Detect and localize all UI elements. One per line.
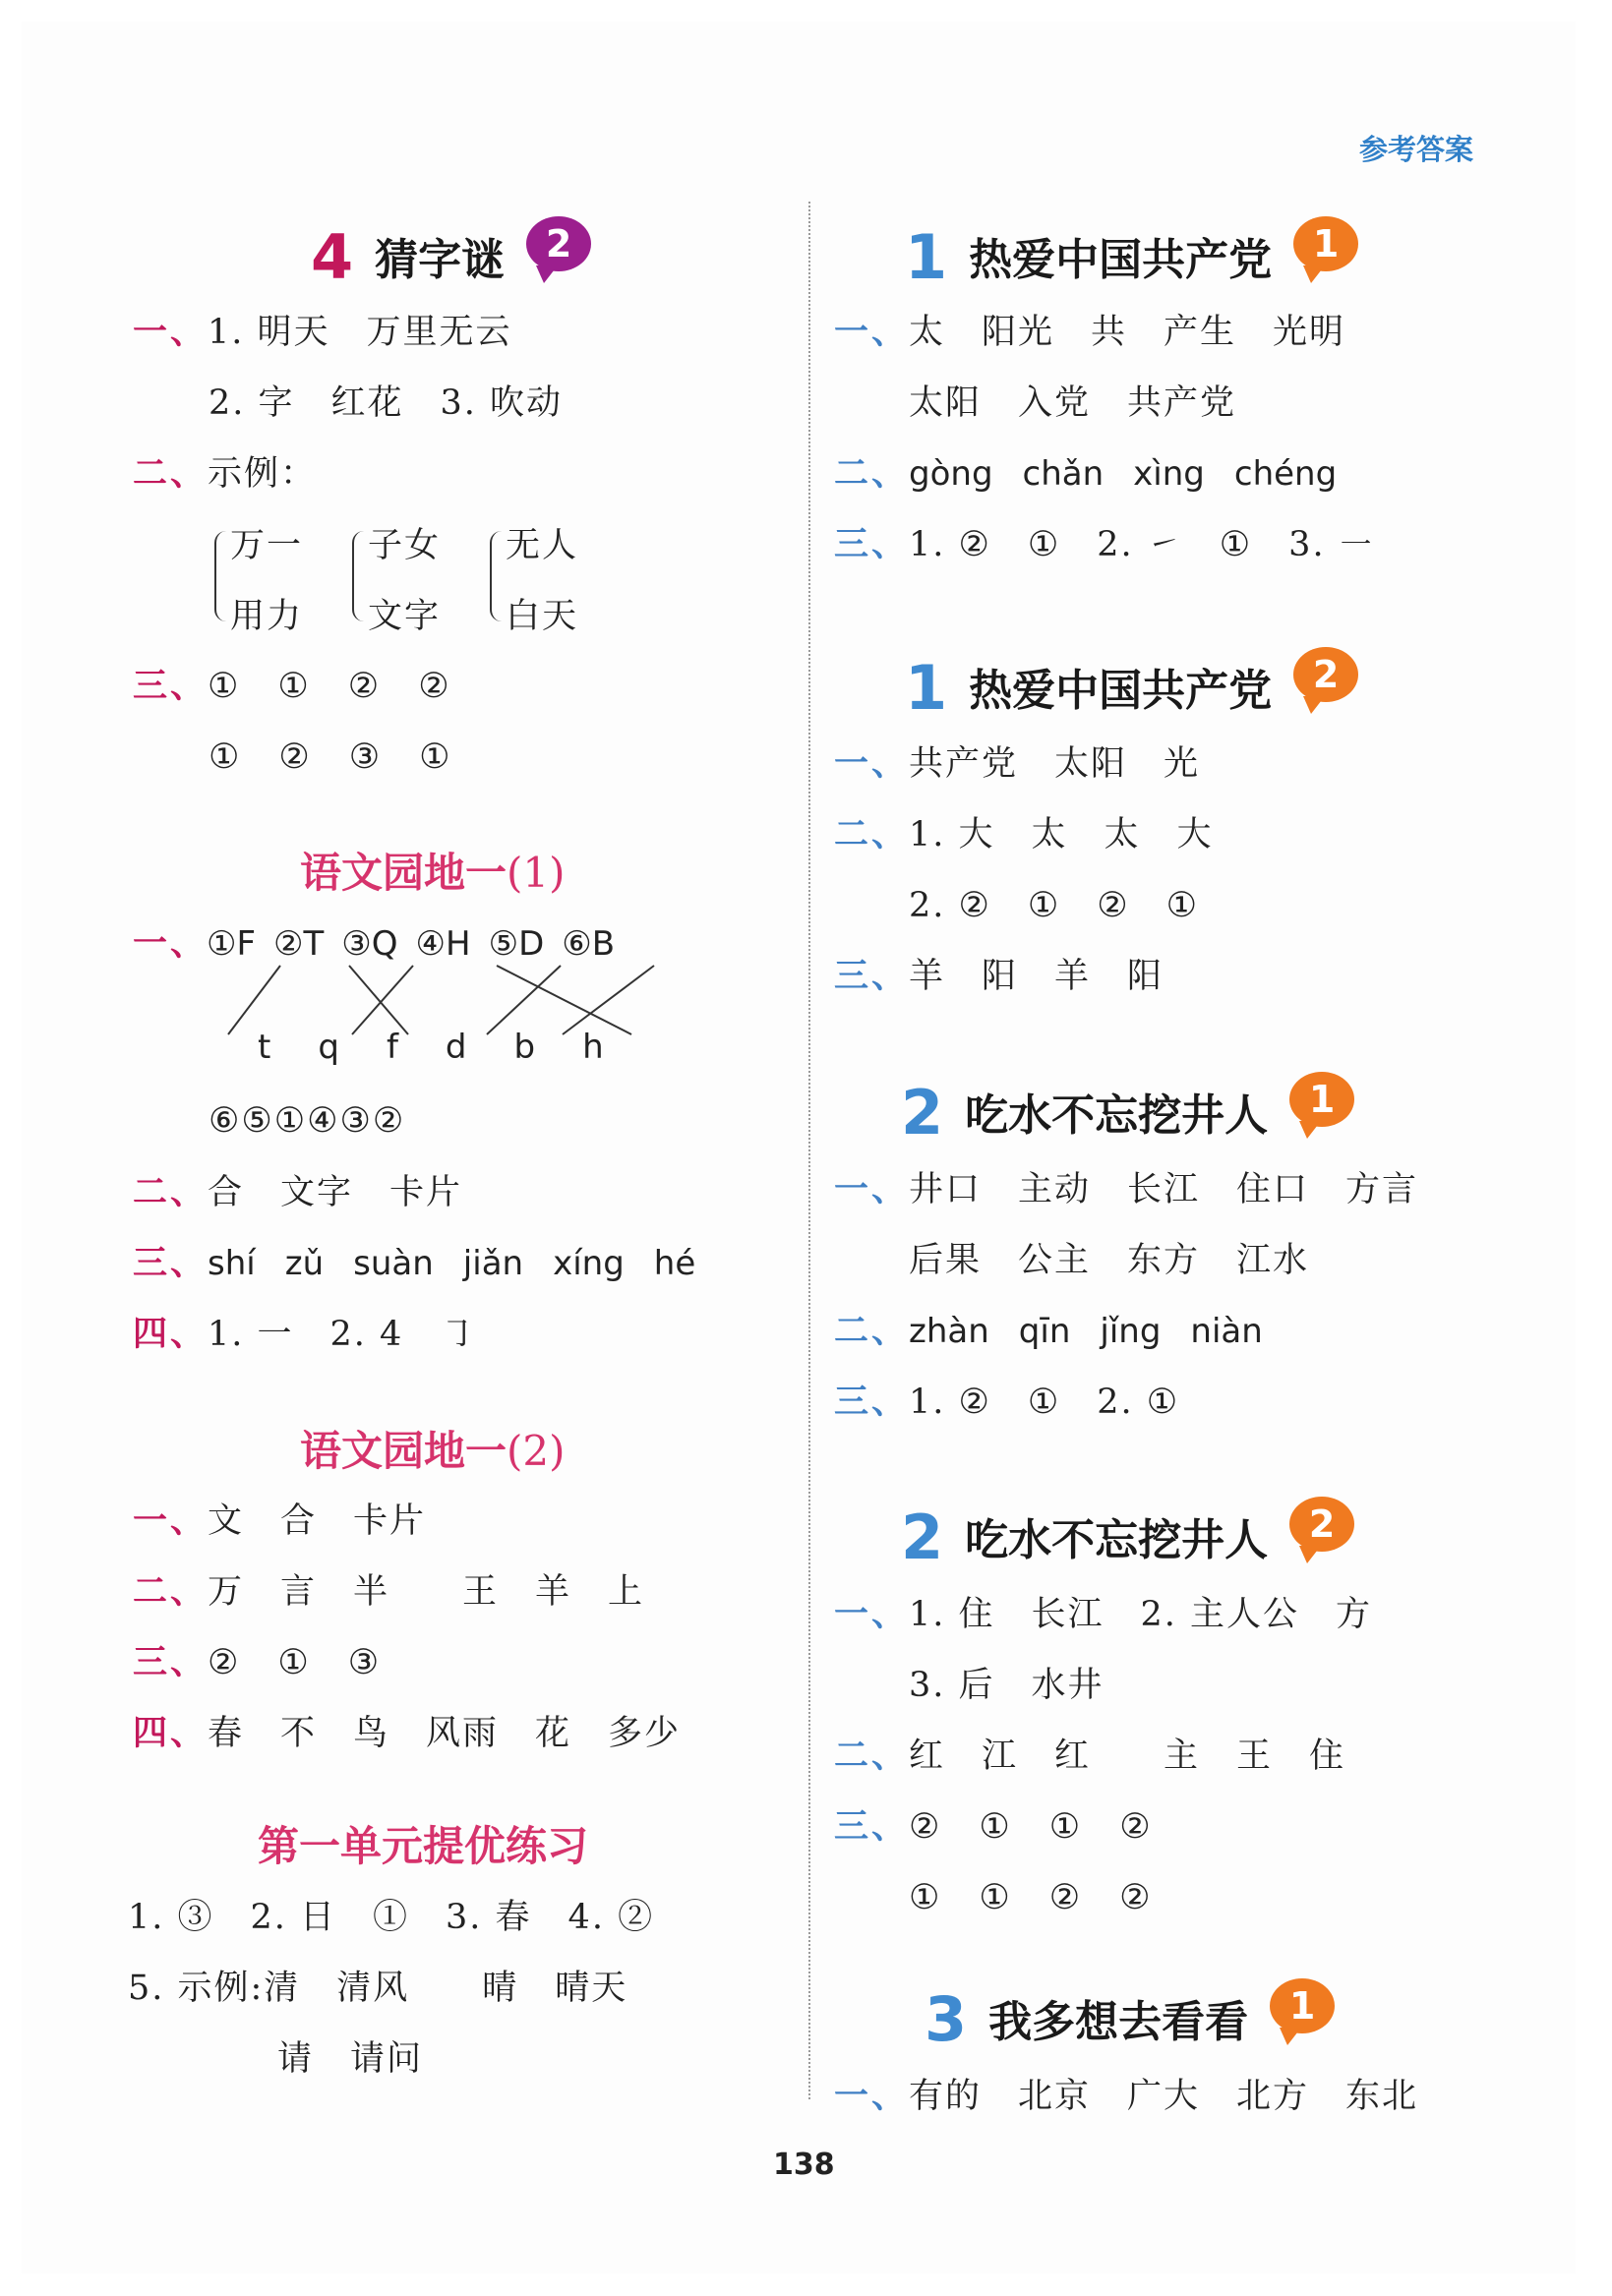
- pinyin: chǎn: [1022, 454, 1105, 494]
- section-label: 三、: [834, 1382, 910, 1422]
- section-label: 一、: [834, 2076, 910, 2116]
- b1-row3: [834, 1312, 1263, 1351]
- lesson-title-text: 我多想去看看: [988, 1997, 1249, 2047]
- answer-text: 春 不 鸟 风雨 花 多少: [208, 1714, 682, 1753]
- a1-row3: [834, 454, 1337, 494]
- page-number: 138: [773, 2148, 835, 2182]
- unit-row1: 1. ③ 2. ⽇ ① 3. 春 4. ②: [128, 1898, 655, 1937]
- circled-answer: ①: [209, 737, 242, 777]
- answer-text: 羊 阳 羊 阳: [909, 957, 1164, 996]
- match-line: [487, 966, 561, 1034]
- answer-text: 太 阳光 共 产生 光明: [909, 313, 1346, 352]
- section-label: 一、: [834, 1169, 910, 1209]
- pinyin: xìng: [1133, 454, 1205, 494]
- circled-answer: ②: [1119, 1878, 1153, 1917]
- lesson-1b-title: [905, 647, 1358, 724]
- answer-text: 合 文字 卡片: [208, 1173, 463, 1212]
- upper-letter: ④H: [415, 924, 471, 964]
- upper-letter: ②T: [273, 924, 325, 964]
- circled-answer: ②: [418, 667, 451, 706]
- upper-letter: ③Q: [341, 924, 398, 964]
- pinyin: niàn: [1190, 1312, 1263, 1351]
- circled-answer: ②: [909, 1807, 942, 1847]
- section-label: 二、: [834, 1311, 910, 1351]
- lesson-2-title: [901, 1072, 1354, 1148]
- match-line: [563, 966, 654, 1034]
- lesson-2b-title: [901, 1497, 1354, 1573]
- section-label: 四、: [133, 1713, 209, 1753]
- b2-row1: [834, 1595, 1372, 1634]
- section-label: 一、: [834, 312, 910, 352]
- lesson-1-title: [905, 216, 1358, 293]
- header-tag: 参考答案: [1359, 133, 1474, 166]
- lesson-title-text: 吃水不忘挖井人: [965, 1515, 1269, 1565]
- b1-row1: [834, 1170, 1418, 1209]
- lesson-title-text: 热爱中国共产党: [969, 235, 1273, 285]
- yw2-row4: [133, 1714, 681, 1753]
- section-label: 二、: [133, 1571, 209, 1612]
- yw2-row1: [133, 1501, 426, 1541]
- a2-row4: [834, 957, 1164, 996]
- pair-top: 万一: [230, 526, 304, 565]
- circled-answer: ②: [208, 1643, 241, 1682]
- pinyin: zǔ: [284, 1244, 325, 1283]
- brace: [214, 531, 226, 621]
- pinyin: chéng: [1233, 454, 1338, 494]
- circled-answer: ①: [979, 1878, 1012, 1917]
- pinyin: hé: [653, 1244, 696, 1283]
- yw1-row1: [133, 924, 208, 964]
- pair-bottom: 用力: [230, 597, 304, 636]
- section-label: 一、: [133, 1501, 209, 1541]
- section-title-text: 语文园地一: [300, 1427, 507, 1475]
- lesson-number: 1: [905, 221, 948, 293]
- answer-text: 红 江 红 主 王 住: [909, 1737, 1346, 1776]
- section-label: 二、: [133, 453, 209, 494]
- pinyin: jǐng: [1100, 1312, 1162, 1351]
- a2-row3: 2. ② ① ② ①: [909, 886, 1200, 925]
- lower-letter: f: [386, 1028, 398, 1067]
- answer-text: 1. ② ① 2. ①: [909, 1383, 1180, 1422]
- l4-row2: 2. 字 红花 3. 吹动: [209, 383, 564, 423]
- section-label: 三、: [834, 524, 910, 564]
- letter-upper-row: [207, 924, 615, 964]
- unit-row2: 5. 示例:清 清风 晴 晴天: [128, 1969, 628, 2008]
- pair-bottom: 文字: [368, 597, 442, 636]
- upper-letter: ①F: [207, 924, 257, 964]
- section-label: 二、: [133, 1172, 209, 1212]
- lesson-3-title: [925, 1978, 1335, 2055]
- badge-2-icon: 2: [1293, 647, 1358, 702]
- badge-1-icon: 1: [1270, 1978, 1335, 2033]
- answer-text: 1. 一 2. 4 ㇆: [208, 1315, 477, 1354]
- section-label: 一、: [133, 923, 209, 964]
- upper-letter: ⑤D: [488, 924, 545, 964]
- lower-letter: q: [318, 1028, 339, 1067]
- lesson-number: 1: [905, 652, 948, 724]
- section-label: 三、: [834, 956, 910, 996]
- lesson-title-text: 猜字谜: [375, 235, 506, 285]
- l4-row3: [133, 454, 317, 494]
- yw1-title: [300, 841, 566, 900]
- lesson-title-text: 热爱中国共产党: [969, 666, 1273, 716]
- circled-answer: ①: [979, 1807, 1012, 1847]
- section-title-text: 语文园地一: [300, 849, 507, 897]
- answer-text: 有的 北京 广大 北方 东北: [909, 2077, 1419, 2116]
- lower-letter: b: [513, 1028, 536, 1067]
- pinyin: zhàn: [909, 1312, 989, 1351]
- answer-text: 共产党 太阳 光: [909, 744, 1201, 784]
- match-line: [352, 966, 413, 1034]
- b1-row4: [834, 1383, 1179, 1422]
- brace: [352, 531, 364, 621]
- column-divider: [808, 202, 810, 2099]
- pair-top: 无人: [506, 526, 579, 565]
- yw2-title: [300, 1419, 566, 1478]
- lesson-number: 2: [901, 1501, 944, 1573]
- unit-title: 第一单元提优练习: [258, 1822, 589, 1870]
- badge-2-icon: 2: [526, 216, 591, 271]
- lesson-number: 2: [901, 1077, 944, 1148]
- lesson-4-title: [311, 216, 591, 293]
- lower-letter: h: [582, 1028, 604, 1067]
- l4-row1: [133, 313, 512, 352]
- circled-answer: ①: [277, 1643, 311, 1682]
- upper-letter: ⑥B: [562, 924, 616, 964]
- lower-letter: d: [445, 1028, 467, 1067]
- pinyin: qīn: [1018, 1312, 1071, 1351]
- a1-row2: 太阳 入党 共产党: [909, 383, 1237, 423]
- answer-text: 万 言 半 王 羊 上: [208, 1572, 645, 1612]
- lesson-number: 3: [925, 1983, 968, 2055]
- a2-row1: [834, 744, 1200, 784]
- pinyin: xíng: [553, 1244, 625, 1283]
- section-title-paren: (1): [507, 849, 566, 897]
- circled-answer: ①: [909, 1878, 942, 1917]
- lower-letter: t: [258, 1028, 271, 1067]
- section-label: 四、: [133, 1314, 209, 1354]
- b2-row2: 3. 后 水井: [909, 1666, 1105, 1705]
- section-title-paren: (2): [507, 1427, 566, 1475]
- yw1-row4: [133, 1315, 476, 1354]
- answer-text: 示例：: [208, 454, 318, 494]
- c1-row1: [834, 2077, 1418, 2116]
- answer-text: 1. 大 太 太 大: [909, 815, 1214, 854]
- pair-top: 子女: [368, 526, 442, 565]
- pinyin: jiǎn: [462, 1244, 524, 1283]
- section-label: 二、: [834, 814, 910, 854]
- letter-lower-row: [258, 1028, 604, 1067]
- circled-answer: ①: [419, 737, 452, 777]
- circled-answer: ③: [348, 737, 383, 777]
- section-label: 三、: [133, 1243, 209, 1283]
- pinyin: gòng: [909, 454, 993, 494]
- section-label: 二、: [834, 1736, 910, 1776]
- circled-answer: ①: [1048, 1807, 1083, 1847]
- badge-2-icon: 2: [1289, 1497, 1354, 1552]
- unit-row3: 请 请问: [277, 2039, 424, 2079]
- yw1-row3: [133, 1244, 695, 1283]
- yw1-row2: [133, 1173, 462, 1212]
- circled-answer: ②: [1119, 1807, 1153, 1847]
- a1-row1: [834, 313, 1345, 352]
- lesson-number: 4: [311, 221, 354, 293]
- lesson-title-text: 吃水不忘挖井人: [965, 1090, 1269, 1141]
- section-label: 一、: [834, 1594, 910, 1634]
- section-label: 一、: [834, 743, 910, 784]
- pinyin: suàn: [353, 1244, 434, 1283]
- brace: [490, 531, 502, 621]
- badge-1-icon: 1: [1293, 216, 1358, 271]
- circled-answer: ①: [277, 667, 311, 706]
- l4-row6: [209, 737, 490, 777]
- match-line: [228, 966, 280, 1034]
- answer-text: 1. ② ① 2. ㇀ ① 3. ㇐: [909, 525, 1375, 564]
- section-label: 三、: [834, 1806, 910, 1847]
- circled-answer: ②: [347, 667, 382, 706]
- section-label: 三、: [133, 666, 209, 706]
- answer-text: 文 合 卡片: [208, 1501, 427, 1541]
- match-line: [497, 966, 631, 1034]
- a1-row4: [834, 525, 1375, 564]
- b2-row3: [834, 1737, 1345, 1776]
- section-label: 二、: [834, 453, 910, 494]
- circled-answer: ②: [1048, 1878, 1083, 1917]
- circled-answer: ①: [208, 667, 241, 706]
- b1-row2: 后果 公主 东方 江水: [909, 1241, 1310, 1280]
- badge-1-icon: 1: [1289, 1072, 1354, 1127]
- answer-text: 1. 明天 万里无云: [208, 313, 512, 352]
- l4-row5: [133, 667, 489, 706]
- circled-answer: ②: [278, 737, 312, 777]
- a2-row2: [834, 815, 1214, 854]
- match-line: [349, 966, 408, 1034]
- yw2-row2: [133, 1572, 644, 1612]
- yw1-answer: ⑥⑤①④③②: [209, 1101, 406, 1141]
- section-label: 一、: [133, 312, 209, 352]
- yw2-row3: [133, 1643, 418, 1682]
- section-label: 三、: [133, 1642, 209, 1682]
- pinyin: shí: [208, 1244, 256, 1283]
- answer-text: 井口 主动 长江 住口 方言: [909, 1170, 1419, 1209]
- b2-row4: [834, 1807, 1190, 1847]
- answer-text: 1. 住 长江 2. 主人公 方: [909, 1595, 1373, 1634]
- b2-row5: [909, 1878, 1190, 1917]
- pair-bottom: 白天: [506, 597, 579, 636]
- circled-answer: ③: [347, 1643, 382, 1682]
